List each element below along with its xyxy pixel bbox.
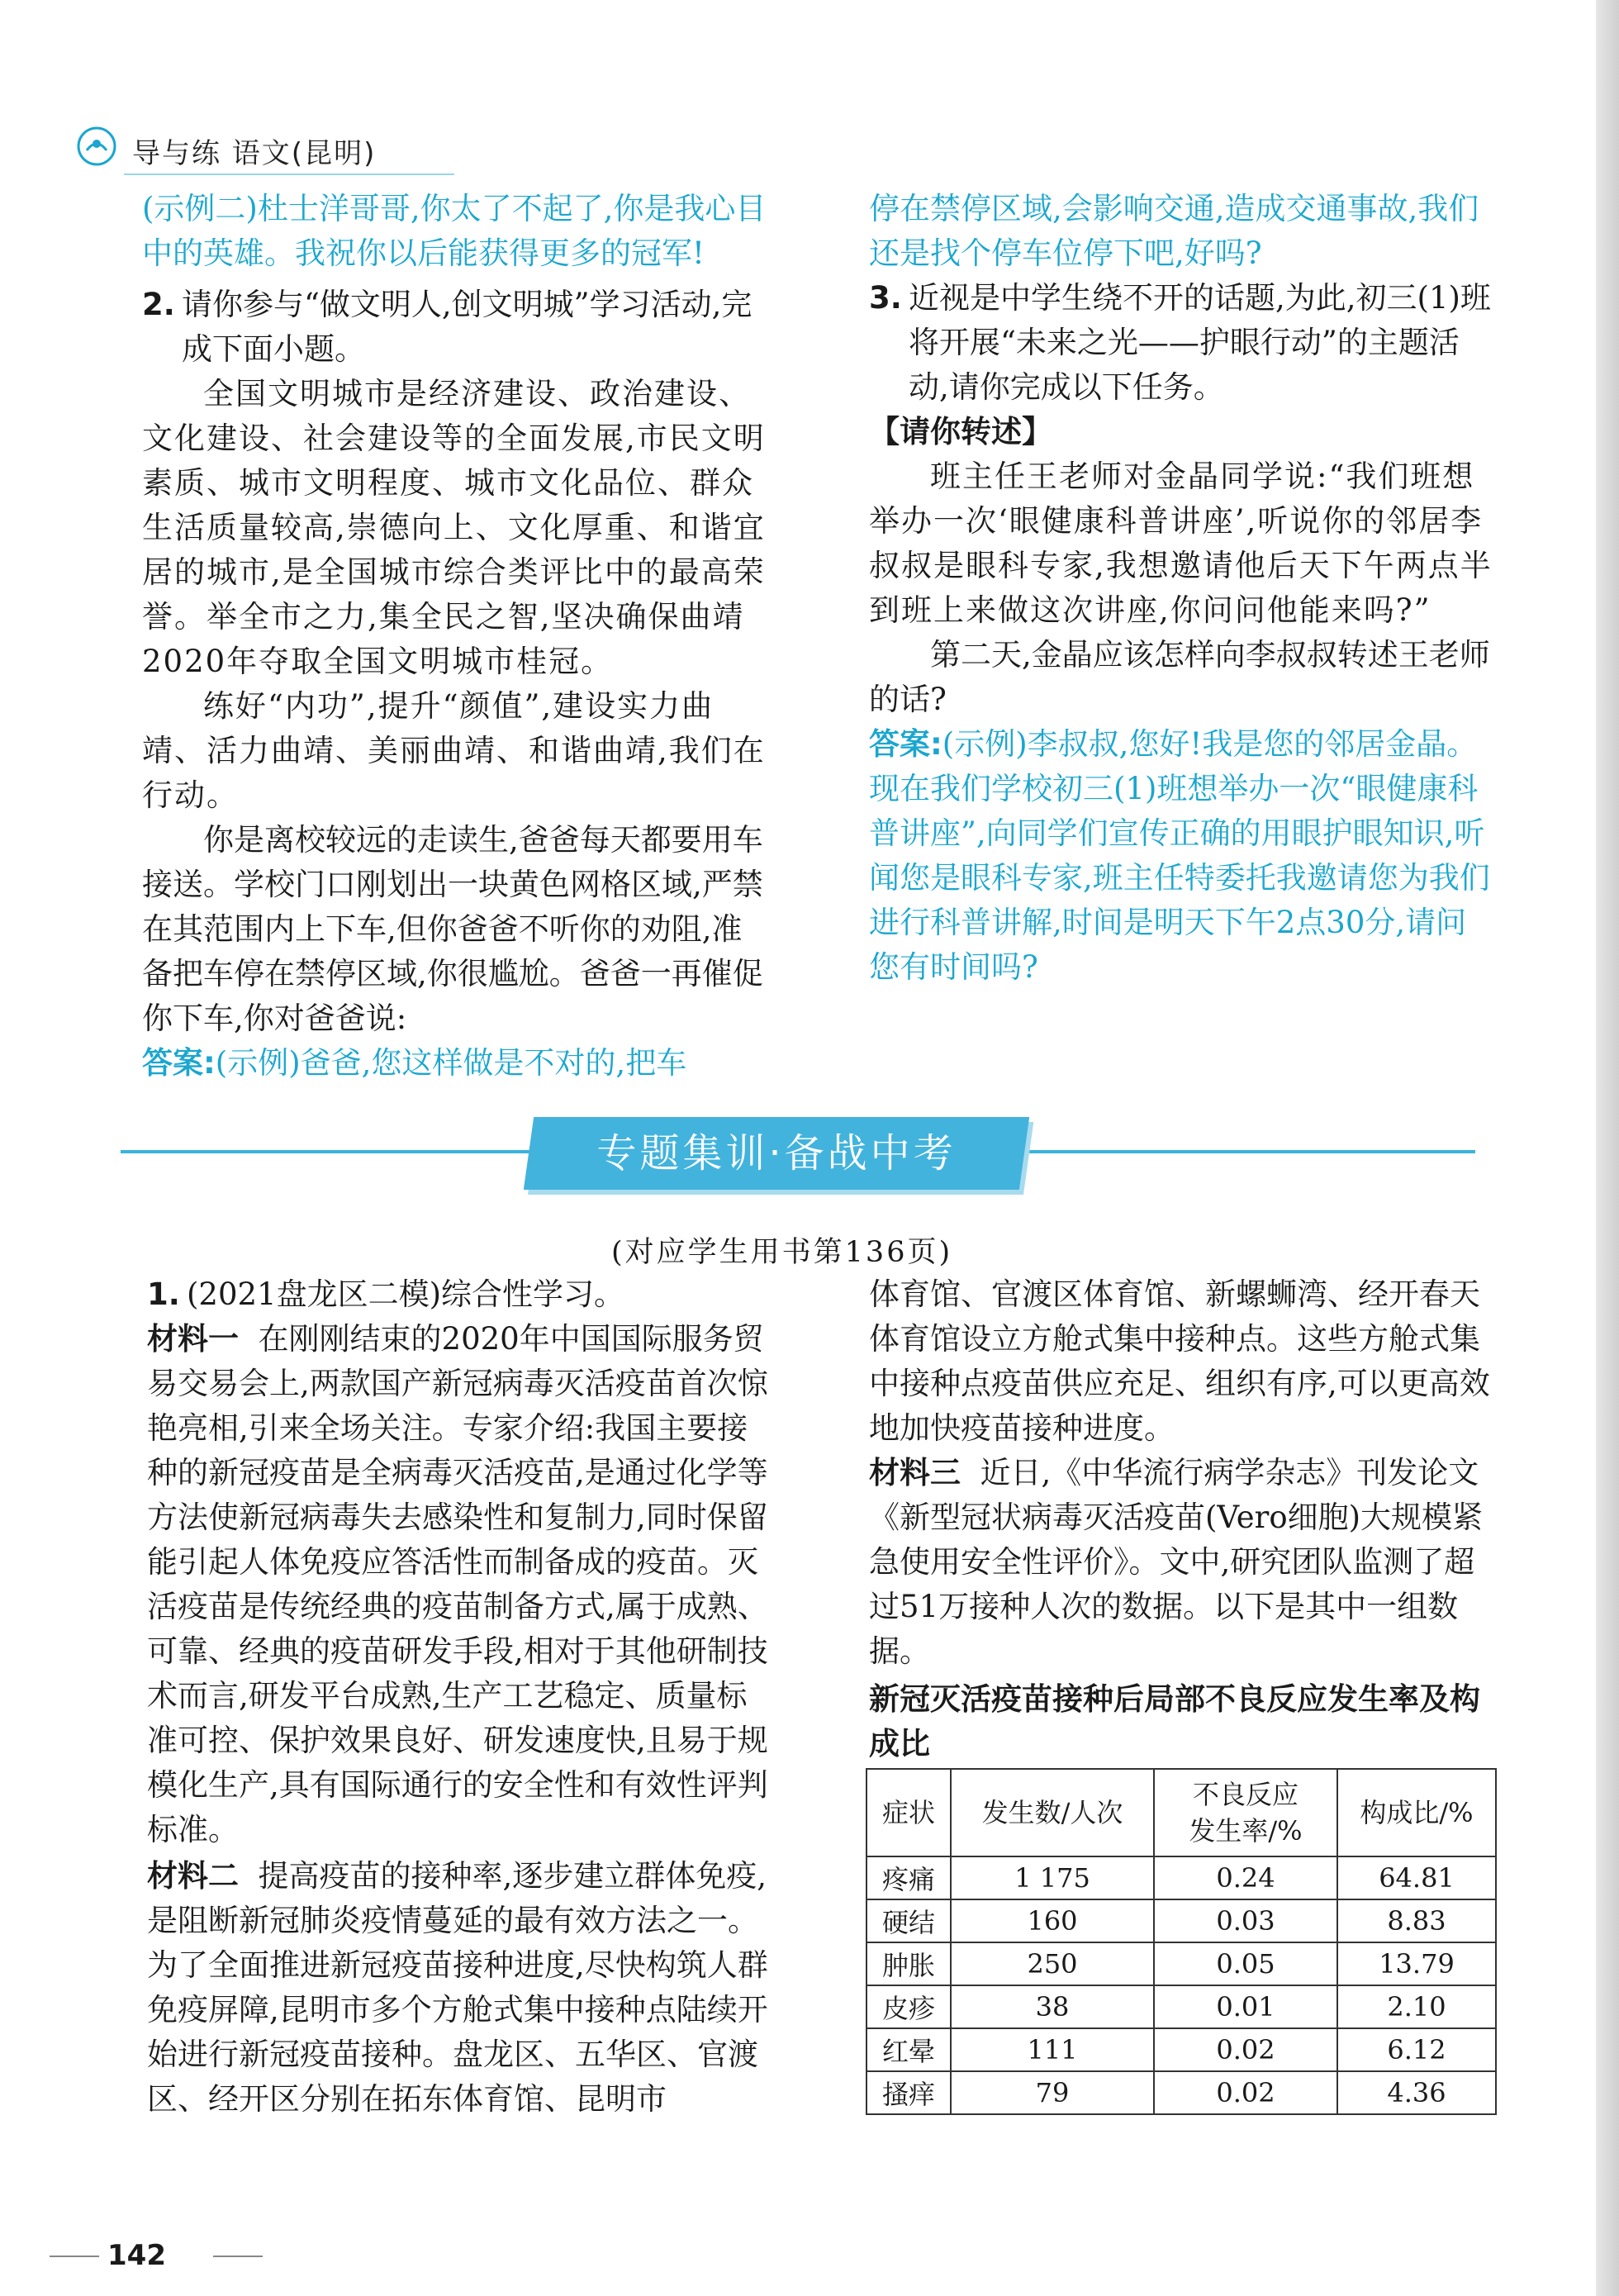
material-2 [147, 1854, 768, 2122]
book-title: 导与练 语文(昆明) [132, 137, 377, 170]
table-cell-rate: 0.03 [1154, 1899, 1337, 1942]
material-3 [869, 1451, 1495, 1674]
table-cell-count: 1 175 [951, 1856, 1154, 1899]
table-cell-symptom: 搔痒 [866, 2071, 951, 2114]
table-cell-share: 8.83 [1337, 1899, 1496, 1942]
header-cell: 构成比/% [1337, 1769, 1496, 1856]
table-cell-rate: 0.01 [1154, 1985, 1337, 2028]
paragraph: 第二天,金晶应该怎样向李叔叔转述王老师的话? [869, 637, 1490, 717]
question-text: (2021盘龙区二模)综合性学习。 [187, 1276, 625, 1312]
paragraph: 练好“内功”,提升“颜值”,建设实力曲靖、活力曲靖、美丽曲靖、和谐曲靖,我们在行动。 [142, 688, 766, 813]
question-3 [869, 276, 1495, 410]
question-2 [142, 283, 768, 372]
table-cell-count: 38 [951, 1985, 1154, 2028]
table-title: 新冠灭活疫苗接种后局部不良反应发生率及构成比 [869, 1681, 1480, 1761]
page-edge [1596, 0, 1619, 2296]
answer-continuation: (示例二)杜士洋哥哥,你太了不起了,你是我心目中的英雄。我祝你以后能获得更多的冠军! [142, 191, 767, 271]
material-label: 材料三 [869, 1455, 961, 1490]
answer [142, 1041, 768, 1086]
question-1 [147, 1272, 768, 1317]
table-cell-symptom: 疼痛 [866, 1856, 951, 1899]
table-cell-share: 64.81 [1337, 1856, 1496, 1899]
material-label: 材料二 [147, 1858, 239, 1894]
page-dash [213, 2256, 263, 2257]
right-bottom-column [869, 1272, 1495, 1766]
material-text: 近日,《中华流行病学杂志》刊发论文《新型冠状病毒灭活疫苗(Vero细胞)大规模紧急使用安全性评价》。文中,研究团队监测了超过51万接种人次的数据。以下是其中一组数据。 [869, 1455, 1484, 1669]
header-cell: 症状 [866, 1769, 951, 1856]
header-cell: 发生数/人次 [951, 1769, 1154, 1856]
student-book-reference: (对应学生用书第136页) [611, 1236, 953, 1269]
answer-text: (示例)爸爸,您这样做是不对的,把车 [215, 1045, 687, 1081]
answer-label: 答案: [869, 726, 942, 762]
table-cell-share: 2.10 [1337, 1985, 1496, 2028]
table-row [866, 1899, 1496, 1942]
table-cell-count: 250 [951, 1942, 1154, 1985]
question-text: 请你参与“做文明人,创文明城”学习活动,完成下面小题。 [182, 287, 753, 367]
book-logo-icon [73, 122, 121, 170]
left-top-column [142, 187, 768, 1086]
task-label: 【请你转述】 [869, 414, 1052, 449]
table-row [866, 2028, 1496, 2071]
paragraph: 你是离校较远的走读生,爸爸每天都要用车接送。学校门口刚划出一块黄色网格区域,严禁在其范围内上下车,但你爸爸不听你的劝阻,准备把车停在禁停区域,你很尴尬。爸爸一再催促你下车,你对爸爸说: [142, 822, 763, 1036]
material-label: 材料一 [147, 1321, 239, 1357]
table-cell-symptom: 硬结 [866, 1899, 951, 1942]
table-header-row [866, 1769, 1496, 1856]
question-number: 2. [142, 287, 175, 322]
right-top-column [869, 187, 1495, 990]
material-2-continuation: 体育馆、官渡区体育馆、新螺蛳湾、经开春天体育馆设立方舱式集中接种点。这些方舱式集中接种点疫苗供应充足、组织有序,可以更高效地加快疫苗接种进度。 [869, 1276, 1490, 1446]
table-cell-count: 160 [951, 1899, 1154, 1942]
answer [869, 722, 1495, 990]
page-dash [50, 2256, 99, 2257]
answer-text: (示例)李叔叔,您好!我是您的邻居金晶。现在我们学校初三(1)班想举办一次“眼健康科普讲座”,向同学们宣传正确的用眼护眼知识,听闻您是眼科专家,班主任特委托我邀请您为我们进行科普讲解,时间是明天下午2点30分,请问您有时间吗? [869, 726, 1490, 985]
material-text: 提高疫苗的接种率,逐步建立群体免疫,是阻断新冠肺炎疫情蔓延的最有效方法之一。为了全面推进新冠疫苗接种进度,尽快构筑人群免疫屏障,昆明市多个方舱式集中接种点陆续开始进行新冠疫苗接种。盘龙区、五华区、官渡区、经开区分别在拓东体育馆、昆明市 [147, 1858, 768, 2117]
page-number: 142 [107, 2239, 166, 2272]
answer-label: 答案: [142, 1045, 216, 1081]
table-cell-share: 13.79 [1337, 1942, 1496, 1985]
table-cell-symptom: 红晕 [866, 2028, 951, 2071]
table-cell-count: 79 [951, 2071, 1154, 2114]
left-bottom-column [147, 1272, 768, 2122]
header-cell-line: 发生率/% [1189, 1815, 1303, 1847]
header-cell [1154, 1769, 1337, 1856]
table-cell-rate: 0.02 [1154, 2028, 1337, 2071]
table-cell-share: 6.12 [1337, 2028, 1496, 2071]
table-cell-symptom: 肿胀 [866, 1942, 951, 1985]
table-cell-symptom: 皮疹 [866, 1985, 951, 2028]
question-number: 3. [869, 280, 902, 316]
adverse-reaction-table [866, 1768, 1497, 2115]
paragraph: 班主任王老师对金晶同学说:“我们班想举办一次‘眼健康科普讲座’,听说你的邻居李叔叔是眼科专家,我想邀请他后天下午两点半到班上来做这次讲座,你问问他能来吗?” [869, 459, 1493, 628]
table-cell-count: 111 [951, 2028, 1154, 2071]
header-cell-line: 不良反应 [1192, 1779, 1299, 1810]
header-rule [124, 174, 454, 175]
table-row [866, 1942, 1496, 1985]
answer-continuation: 停在禁停区域,会影响交通,造成交通事故,我们还是找个停车位停下吧,好吗? [869, 191, 1479, 271]
question-number: 1. [147, 1276, 180, 1312]
table-body [866, 1856, 1496, 2114]
question-text: 近视是中学生绕不开的话题,为此,初三(1)班将开展“未来之光——护眼行动”的主题活动,请你完成以下任务。 [909, 280, 1491, 405]
table-cell-rate: 0.05 [1154, 1942, 1337, 1985]
table-cell-share: 4.36 [1337, 2071, 1496, 2114]
section-banner-title: 专题集训·备战中考 [596, 1130, 957, 1177]
material-1 [147, 1317, 768, 1852]
paragraph: 全国文明城市是经济建设、政治建设、文化建设、社会建设等的全面发展,市民文明素质、城市文明程度、城市文化品位、群众生活质量较高,崇德向上、文化厚重、和谐宜居的城市,是全国城市综合类评比中的最高荣誉。举全市之力,集全民之智,坚决确保曲靖2020年夺取全国文明城市桂冠。 [142, 376, 766, 679]
table-row [866, 2071, 1496, 2114]
table-cell-rate: 0.02 [1154, 2071, 1337, 2114]
table-cell-rate: 0.24 [1154, 1856, 1337, 1899]
table-row [866, 1985, 1496, 2028]
material-text: 在刚刚结束的2020年中国国际服务贸易交易会上,两款国产新冠病毒灭活疫苗首次惊艳亮相,引来全场关注。专家介绍:我国主要接种的新冠疫苗是全病毒灭活疫苗,是通过化学等方法使新冠病毒失去感染性和复制力,同时保留能引起人体免疫应答活性而制备成的疫苗。灭活疫苗是传统经典的疫苗制备方式,属于成熟、可靠、经典的疫苗研发手段,相对于其他研制技术而言,研发平台成熟,生产工艺稳定、质量标准可控、保护效果良好、研发速度快,且易于规模化生产,具有国际通行的安全性和有效性评判标准。 [147, 1321, 768, 1847]
table-row [866, 1856, 1496, 1899]
